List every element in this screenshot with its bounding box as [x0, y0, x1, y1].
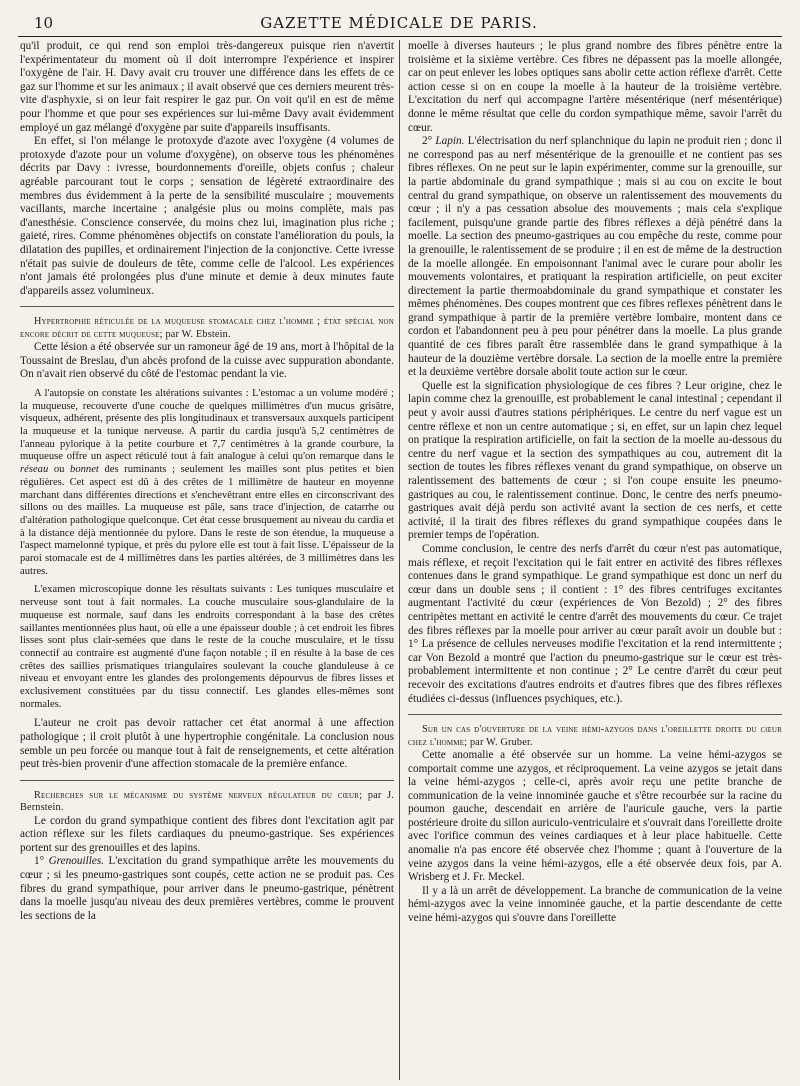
article-author: ; par W. Ebstein. [159, 328, 231, 340]
journal-title: GAZETTE MÉDICALE DE PARIS. [260, 14, 538, 32]
article-author: ; par W. Gruber. [464, 736, 533, 748]
paragraph: qu'il produit, ce qui rend son emploi très-dangereux puisque rien n'avertit l'expérimentateur du moment où il doit interrompre l'expérience et inspirer l'oxygène de l'air. H. Davy avait cru trouver une différence dans les effets de ce gaz sur l'homme et sur les animaux ; il avait observé que ces derniers meurent très-vite d'asphyxie, si on leur fait respirer le gaz pur. On voit qu'il en est de même pour l'homme et que pour ses expériences sur lui-même Davy avait évidemment employé un gaz mélangé d'oxygène par suite d'appareils insuffisants. [20, 40, 394, 134]
paragraph: Le cordon du grand sympathique contient des fibres dont l'excitation agit par action réflexe sur les filets cardiaques du pneumo-gastrique. Ses expériences portent sur des grenouilles et des lapins. [20, 814, 394, 854]
paragraph: L'auteur ne croit pas devoir rattacher cet état anormal à une affection pathologique ; il croit plutôt à une hypertrophie congénitale. La conclusion nous semble un peu forcée ou manque tout à fait de renseignements, et cette altération peut très-bien provenir d'une affection stomacale de la première enfance. [20, 717, 394, 771]
paragraph: Il y a là un arrêt de développement. La branche de communication de la veine hémi-azygos avec la veine innominée gauche, et la partie descendante de cette veine hémi-azygos qui s'ouvre dans l'oreillette [408, 884, 782, 925]
article-heading-bernstein [20, 790, 394, 815]
article-heading-ebstein [20, 316, 394, 341]
paragraph: moelle à diverses hauteurs ; le plus grand nombre des fibres pénètre entre la troisième et la sixième vertèbre. Ces fibres ne dépassent pas la moelle allongée, car on peut enlever les lobes optiques sans abolir cette action réflexe d'arrêt. Cette action cesse si on en coupe la moelle à la hauteur de la troisième vertèbre. L'excitation du nerf qui accompagne l'artère mésentérique (nerf mésentérique) donne le même résultat que celle du cordon sympathique même, savoir l'arrêt du cœur. [408, 40, 782, 134]
article-author: ; par J. Bernstein. [20, 789, 394, 814]
page-header [18, 12, 780, 34]
page-number: 10 [34, 14, 54, 32]
header-rule [18, 36, 782, 37]
paragraph: 2° Lapin. L'électrisation du nerf splanchnique du lapin ne produit rien ; donc il ne correspond pas au nerf mésentérique de la grenouille et ne contient pas ses fibres réflexes. On ne peut sur le lapin expérimenter, comme sur la grenouille, sur la partie abdominale du grand sympathique ; mais si au cou on excite le bout central du grand sympathique, on observe un ralentissement des mouvements du cœur ; il n'y a pas cessation absolue des mouvements ; mais cela s'explique facilement, puisqu'une grande partie des fibres réflexes a déjà pénétré dans la moelle. La section des pneumo-gastriques au cou empêche du reste, comme pour la grenouille, le ralentissement de se produire ; il en est de même de la destruction de la moelle allongée. En empoisonnant l'animal avec le curare pour abolir les mouvements volontaires, et pratiquant la respiration artificielle, on peut exciter directement la partie thermoabdominale du grand sympathique et constater les mêmes phénomènes. Des coupes montrent que ces fibres reflexes pénètrent dans le grand sympathique à partir de la première vertèbre lombaire, montent dans ce cordon et l'abandonnent peu à peu pour pénétrer dans la moelle. La plus grande quantité de ces fibres paraît être rassemblée dans le grand sympathique à la hauteur de la douzième vertèbre dorsale. La section de la moelle entre la première et la deuxième vertèbre dorsale abolit toute action sur le cœur. [408, 135, 782, 379]
right-column [408, 40, 782, 1082]
article-title: Sur un cas d'ouverture de la veine hémi-azygos dans l'oreillette droite du cœur chez l'homme [408, 724, 782, 748]
paragraph: En effet, si l'on mélange le protoxyde d'azote avec l'oxygène (4 volumes de protoxyde d'azote pour un volume d'oxygène), on observe tous les phénomènes décrits par Davy : ivresse, bourdonnements d'oreille, objets confus ; chaleur agréable parcourant tout le corps ; sensation de légèreté extraordinaire des membres dus évidemment à la perte de la sensibilité musculaire ; mouvements vacillants, marche incertaine ; analgésie plus ou moins complète, mais pas d'anesthésie. Conscience conservée, du moins chez lui, imagination plus riche ; gaieté, rires. Comme phénomènes objectifs on constate l'amélioration du pouls, la dilatation des pupilles, et ordinairement l'injection de la conjonctive. Cette ivresse n'était pas suivie de douleurs de tête, comme celle de l'alcool. Les expériences n'ont jamais été prolongées plus d'une minute et demie à deux minutes faute d'appareils assez volumineux. [20, 135, 394, 297]
paragraph: Comme conclusion, le centre des nerfs d'arrêt du cœur n'est pas automatique, mais réflexe, et reçoit l'excitation qui le fait entrer en activité des fibres réflexes contenues dans le grand sympathique. Le grand sympathique est donc un nerf du cœur dans un double sens ; il contient : 1° des fibres centrifuges excitantes augmentant l'activité du cœur (expériences de Von Bezold) ; 2° des fibres centripètes mettant en activité le centre d'arrêt des mouvements du cœur. Ce trajet des fibres réflexes par la moelle pour arriver au cœur paraît avoir un double but : 1° La présence de cellules nerveuses modifie l'excitation et la rend intermittente ; car Von Bezold a montré que l'action du pneumo-gastrique sur le cœur est très-probablement intermittente et non continue ; 2° Le centre d'arrêt du cœur peut recevoir des excitations d'autres endroits et d'autres fibres que des fibres réflexes étudiées ci-dessus (influences psychiques, etc.). [408, 542, 782, 705]
paragraph: Cette anomalie a été observée sur un homme. La veine hémi-azygos se comportait comme une azygos, et réciproquement. La veine azygos se jetait dans la veine hémi-azygos ; celle-ci, après avoir reçu une petite branche de communication de la veine innominée gauche et s'être recourbée sur la racine du poumon gauche, descendait en arrière de l'auricule gauche, vers la partie postérieure droite du sillon auriculo-ventriculaire et s'ouvrait dans l'oreillette droite avec l'orifice commun des veines cardiaques et à leur place habituelle. Cette anomalie n'a pas encore été observée chez l'homme ; quant à l'ouverture de la veine azygos dans la veine hémi-azygos, elle a été observée deux fois, par A. Wrisberg et J. Fr. Meckel. [408, 748, 782, 884]
section-separator [20, 306, 394, 307]
paragraph: A l'autopsie on constate les altérations suivantes : L'estomac a un volume modéré ; la muqueuse, recouverte d'une couche de quelques millimètres d'un mucus grisâtre, visqueux, adhérent, présente des plis longitudinaux et transversaux auxquels participent la muqueuse et la tunique nerveuse. A partir du cardia jusqu'à 5,2 centimètres de l'anneau pylorique à la petite courbure et 7,7 centimètres à la grande courbure, la muqueuse offre un aspect réticulé tout à fait analogue à celui qu'on remarque dans le réseau ou bonnet des ruminants ; seulement les mailles sont plus petites et bien régulières. Cet aspect est dû à des crêtes de 1 millimètre de hauteur en moyenne marchant dans différentes directions et s'enchevêtrant entre elles en circonscrivant des sillons ou des mailles. La muqueuse est pâle, sans trace d'injection, de catarrhe ou d'altération pathologique quelconque. Cet état cesse brusquement au niveau du cardia et à la distance déjà mentionnée du pylore. Dans le reste de son étendue, la muqueuse a l'aspect mamelonné typique, et près du pylore elle est tout à fait lisse. L'épaisseur de la paroi stomacale est de 4 millimètres dans les parties altérées, de 3 millimètres dans les autres. [20, 387, 394, 577]
paragraph: 1° Grenouilles. L'excitation du grand sympathique arrête les mouvements du cœur ; si les pneumo-gastriques sont coupés, cette action ne se produit pas. Ces fibres du grand sympathique, pour arriver dans le pneumo-gastrique, pénètrent dans la moelle jusqu'au niveau des deux premières vertèbres, comme le prouvent les sections de la [20, 855, 394, 922]
section-separator [20, 780, 394, 781]
paragraph: L'examen microscopique donne les résultats suivants : Les tuniques musculaire et nerveuse sont tout à fait normales. La couche musculaire sous-glandulaire de la muqueuse est normale, sauf dans les endroits correspondant à la base des crêtes saillantes mentionnées plus haut, où elle a une épaisseur double ; à cet endroit les fibres lisses sont plus clair-semées que dans le reste de la couche musculaire, et le tissu connectif au contraire est augmenté d'une façon notable ; il en résulte à la base de ces crêtes des saillies prismatiques triangulaires soulevant la couche glanduleuse à ce niveau et envoyant entre les glandes des prolongements dépourvus de fibres lisses et exclusivement constituées par du tissu connectif. Les glandes elles-mêmes sont normales. [20, 584, 394, 710]
left-column [20, 40, 394, 1082]
article-title: Recherches sur le mécanisme du système nerveux régulateur du cœur [34, 789, 360, 801]
paragraph: Cette lésion a été observée sur un ramoneur âgé de 19 ans, mort à l'hôpital de la Toussaint de Breslau, d'un abcès profond de la cuisse avec suppuration abondante. On n'avait rien observé du côté de l'estomac pendant la vie. [20, 341, 394, 381]
column-divider [399, 40, 400, 1080]
article-heading-gruber [408, 724, 782, 749]
article-title: Hypertrophie réticulée de la muqueuse stomacale chez l'homme ; état spécial non encore décrit de cette muqueuse [20, 316, 394, 340]
paragraph: Quelle est la signification physiologique de ces fibres ? Leur origine, chez le lapin comme chez la grenouille, est probablement le canal intestinal ; cependant il peut y avoir aussi d'autres stations périphériques. Le centre du nerf vague est un centre réflexe et non un centre automatique ; si, en effet, sur un lapin chez lequel on pratique la respiration artificielle, on fait la section de la moelle au-dessous du centre du nerf vague et la section des sympathiques au cou, autrement dit la section de toutes les fibres réflexes venant du grand sympathique, on observe un ralentissement des battements de cœur ; si l'on coupe ensuite les pneumo-gastriques au cou, le ralentissement continue. Donc, le centre des nerfs pneumo-gastriques avait déjà perdu son activité avant la section de ces nerfs, et cette activité, il la tirait des fibres réflexes du grand sympathique coupées dans le premier temps de l'opération. [408, 379, 782, 542]
section-separator [408, 714, 782, 715]
